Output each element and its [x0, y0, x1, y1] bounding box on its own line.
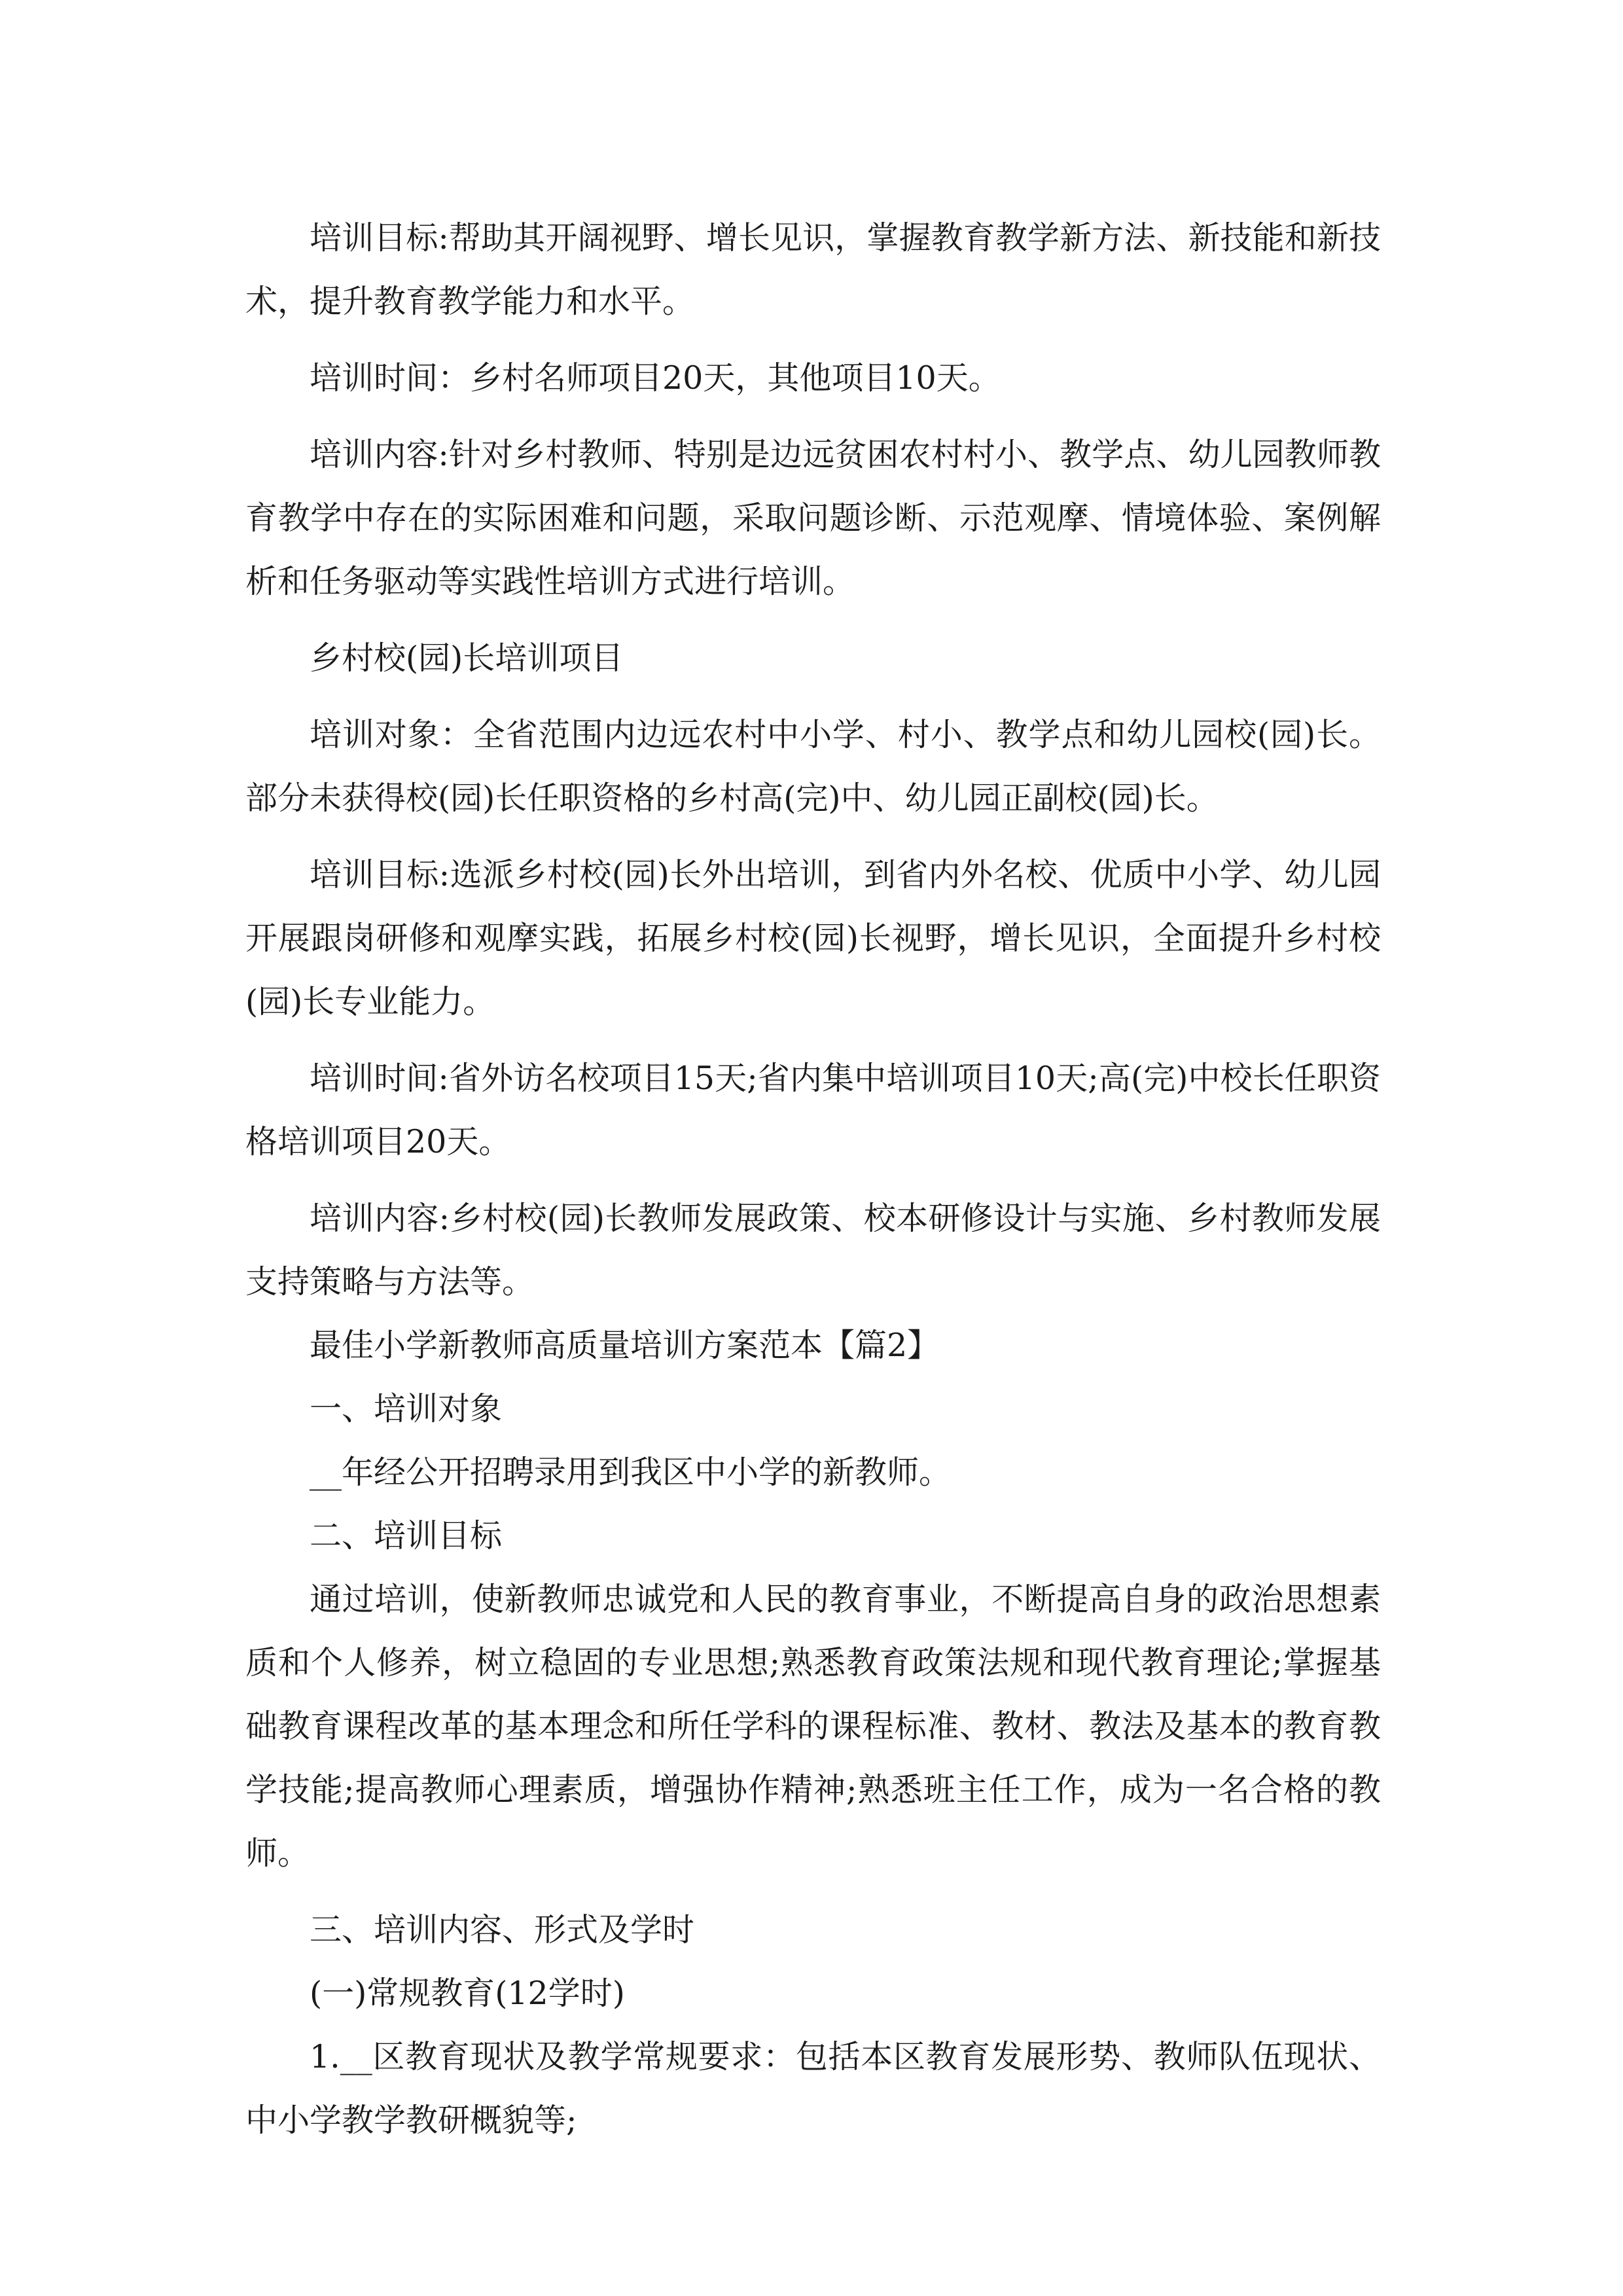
- paragraph-training-content-2: 培训内容:乡村校(园)长教师发展政策、校本研修设计与实施、乡村教师发展支持策略与方法等。: [245, 1200, 1381, 1300]
- paragraph-new-teachers: __年经公开招聘录用到我区中小学的新教师。: [310, 1454, 952, 1491]
- document-body: [245, 206, 1381, 2152]
- paragraph-training-goal-1: 培训目标:帮助其开阔视野、增长见识，掌握教育教学新方法、新技能和新技术，提升教育教学能力和水平。: [245, 219, 1381, 320]
- list-item-district-education: 1.__区教育现状及教学常规要求：包括本区教育发展形势、教师队伍现状、中小学教学教研概貌等;: [245, 2038, 1381, 2139]
- paragraph-training-time-1: 培训时间：乡村名师项目20天，其他项目10天。: [310, 359, 1001, 397]
- paragraph-training-time-2: 培训时间:省外访名校项目15天;省内集中培训项目10天;高(完)中校长任职资格培训项目20天。: [245, 1060, 1381, 1160]
- section-heading-principal-project: 乡村校(园)长培训项目: [310, 639, 624, 677]
- heading-training-target: 一、培训对象: [310, 1390, 503, 1427]
- heading-training-goal: 二、培训目标: [310, 1517, 503, 1554]
- heading-content-form-hours: 三、培训内容、形式及学时: [310, 1911, 695, 1948]
- article-title-part-2: 最佳小学新教师高质量培训方案范本【篇2】: [310, 1327, 940, 1364]
- subheading-routine-education: (一)常规教育(12学时): [310, 1975, 625, 2012]
- paragraph-training-target-2: 培训对象：全省范围内边远农村中小学、村小、教学点和幼儿园校(园)长。部分未获得校(园)长任职资格的乡村高(完)中、幼儿园正副校(园)长。: [245, 716, 1382, 817]
- paragraph-training-goal-2: 培训目标:选派乡村校(园)长外出培训，到省内外名校、优质中小学、幼儿园开展跟岗研修和观摩实践，拓展乡村校(园)长视野，增长见识，全面提升乡村校(园)长专业能力。: [245, 856, 1381, 1020]
- paragraph-goal-details: 通过培训，使新教师忠诚党和人民的教育事业，不断提高自身的政治思想素质和个人修养，树立稳固的专业思想;熟悉教育政策法规和现代教育理论;掌握基础教育课程改革的基本理念和所任学科的课程标准、教材、教法及基本的教育教学技能;提高教师心理素质，增强协作精神;熟悉班主任工作，成为一名合格的教师。: [245, 1581, 1381, 1872]
- paragraph-training-content-1: 培训内容:针对乡村教师、特别是边远贫困农村村小、教学点、幼儿园教师教育教学中存在的实际困难和问题，采取问题诊断、示范观摩、情境体验、案例解析和任务驱动等实践性培训方式进行培训。: [245, 436, 1381, 600]
